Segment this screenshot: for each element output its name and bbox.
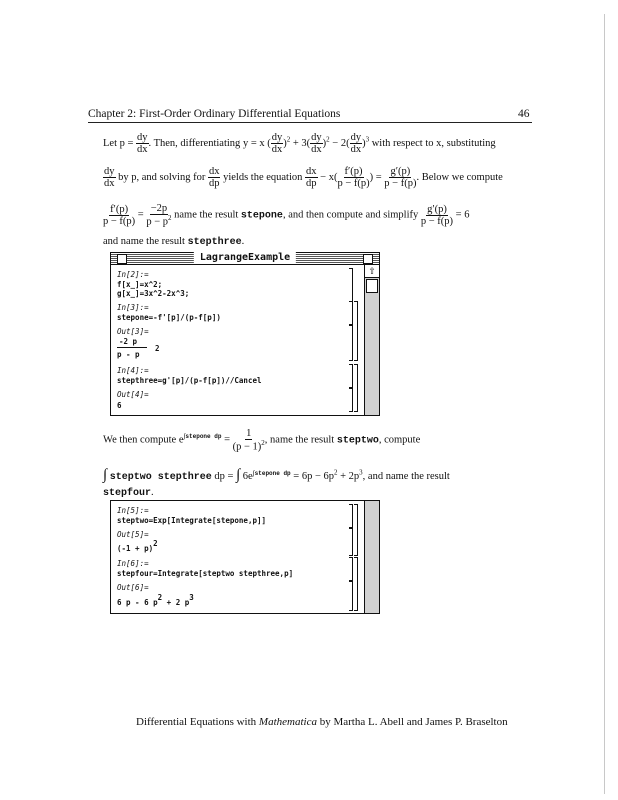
- text: = 6p − 6p: [293, 471, 334, 482]
- paren-open: (: [333, 171, 338, 183]
- in-label: In[4]:=: [117, 366, 149, 375]
- window-title: LagrangeExample: [194, 252, 296, 264]
- input-line[interactable]: stepfour=Integrate[steptwo stepthree,p]: [117, 569, 294, 578]
- numerator: f′(p): [344, 166, 363, 177]
- fraction-dy-dx: [103, 166, 116, 189]
- cell-bracket[interactable]: [349, 301, 353, 325]
- fraction-gprime: [421, 204, 453, 227]
- denominator: [146, 215, 171, 228]
- exponent: 2: [153, 539, 158, 548]
- exponent: 2: [326, 135, 330, 144]
- paragraph-6: [103, 467, 450, 484]
- cell-bracket[interactable]: [349, 504, 353, 528]
- fraction-bar: [117, 347, 147, 348]
- denominator: p − f(p): [337, 178, 370, 190]
- in-label: In[6]:=: [117, 559, 149, 568]
- exponent: 2: [286, 135, 291, 144]
- text: . Then, differentiating: [148, 137, 241, 149]
- output-value: 6: [117, 401, 122, 410]
- paren-close: ): [322, 137, 327, 149]
- text: y = x: [242, 137, 265, 149]
- text: , and name the result: [362, 471, 450, 482]
- denominator: p − f(p): [420, 215, 454, 227]
- text: + 2p: [340, 471, 360, 482]
- text: with respect to x, substituting: [371, 137, 496, 149]
- code-stepone: stepone: [240, 210, 283, 222]
- output-value: [117, 593, 194, 607]
- numerator: dx: [208, 166, 220, 177]
- denominator: dx: [350, 144, 362, 156]
- text: yields the equation: [223, 171, 303, 183]
- output-numerator: -2 p: [119, 337, 138, 346]
- cell-bracket[interactable]: [349, 581, 353, 611]
- numerator: dx: [306, 166, 317, 177]
- exponent: 2: [155, 344, 160, 353]
- code-exponent: stepone dp: [185, 433, 222, 441]
- paragraph-4: [103, 236, 244, 248]
- group-bracket[interactable]: [354, 557, 358, 611]
- exponent: 2: [157, 593, 163, 602]
- paren-close: ): [283, 137, 287, 149]
- code-steptwo-stepthree: steptwo stepthree: [109, 472, 212, 483]
- text: .: [241, 236, 245, 247]
- fraction-dy-dx: [310, 132, 323, 155]
- paren-open: (: [346, 137, 350, 149]
- exponent: 2: [334, 468, 338, 477]
- vertical-scrollbar[interactable]: [364, 501, 379, 613]
- fraction-fprime: [337, 166, 369, 189]
- text: + 3: [292, 137, 307, 149]
- integral-sign: ∫: [103, 467, 108, 483]
- text: Differential Equations with: [136, 716, 257, 728]
- denominator: [233, 440, 265, 453]
- text: = 6: [455, 209, 470, 221]
- out-label: Out[6]=: [117, 583, 149, 592]
- denominator: dp: [306, 178, 317, 190]
- numerator: dy: [350, 132, 362, 143]
- text: name the result: [174, 209, 239, 221]
- in-label: In[5]:=: [117, 506, 149, 515]
- text: by Martha L. Abell and James P. Braselton: [319, 716, 508, 728]
- paren-close: ): [369, 171, 374, 183]
- paragraph-3: [103, 203, 469, 228]
- scroll-up-arrow[interactable]: ⇧: [365, 265, 379, 278]
- text: . Below we compute: [416, 171, 503, 183]
- denominator: dx: [311, 144, 322, 156]
- text: =: [375, 171, 382, 183]
- cell-bracket[interactable]: [349, 557, 353, 581]
- cell-bracket[interactable]: [349, 388, 353, 412]
- zoom-box[interactable]: [363, 254, 373, 264]
- exponent: 2: [261, 439, 265, 448]
- fraction-m2p: [146, 203, 171, 228]
- text: Let: [103, 137, 117, 149]
- text: We then compute e: [103, 434, 184, 446]
- fraction-dx-dp: [208, 166, 221, 189]
- fraction-dy-dx: [350, 132, 363, 155]
- group-bracket[interactable]: [354, 364, 358, 412]
- numerator: dy: [311, 132, 322, 143]
- exponent: ∫stepone dp: [183, 432, 222, 441]
- scroll-thumb[interactable]: [366, 279, 378, 293]
- code-steptwo: steptwo: [336, 435, 379, 447]
- output-value: [117, 539, 158, 553]
- paragraph-2: [103, 166, 503, 189]
- text: p =: [119, 137, 134, 149]
- input-line[interactable]: steptwo=Exp[Integrate[stepone,p]]: [117, 516, 267, 525]
- text: (-1 + p): [117, 544, 154, 553]
- code-exponent: stepone dp: [254, 469, 291, 477]
- exponent: 3: [359, 468, 363, 477]
- footer: [136, 716, 508, 728]
- text: .: [151, 487, 154, 498]
- fraction-steptwo: [233, 428, 265, 453]
- notebook-window[interactable]: [110, 252, 380, 416]
- fraction-stepone: [103, 204, 135, 227]
- numerator: 1: [246, 428, 252, 439]
- text: Mathematica: [258, 716, 317, 728]
- cell-bracket[interactable]: [349, 325, 353, 361]
- code-stepfour: stepfour: [103, 488, 152, 499]
- numerator: −2p: [150, 203, 168, 214]
- input-line[interactable]: stepone=-f'[p]/(p-f[p]): [117, 313, 221, 322]
- fraction-dy-dx: [136, 132, 149, 155]
- page-edge-line: [604, 14, 605, 794]
- fraction-dy-dx: [271, 132, 284, 155]
- header-rule: [88, 122, 532, 123]
- input-line[interactable]: stepthree=g'[p]/(p-f[p])//Cancel: [117, 376, 262, 385]
- denominator: dp: [208, 178, 220, 190]
- text: =: [137, 209, 144, 221]
- out-label: Out[3]=: [117, 327, 149, 336]
- paren-open: (: [267, 137, 271, 149]
- denominator: dx: [137, 144, 148, 156]
- notebook-window-continued[interactable]: [110, 500, 380, 614]
- fraction-gprime: [384, 166, 416, 189]
- exponent: 3: [365, 135, 370, 144]
- in-label: In[2]:=: [117, 270, 149, 279]
- denominator: p − f(p): [103, 215, 136, 227]
- numerator: g′(p): [390, 166, 411, 177]
- exponent: 3: [189, 593, 194, 602]
- input-line[interactable]: f[x_]=x^2;: [117, 280, 163, 289]
- numerator: g′(p): [427, 203, 447, 215]
- text: dp =: [214, 471, 234, 482]
- group-bracket[interactable]: [354, 504, 358, 556]
- vertical-scrollbar[interactable]: [364, 265, 379, 415]
- paragraph-1: [103, 132, 496, 155]
- group-bracket[interactable]: [354, 301, 358, 361]
- paren-open: (: [306, 137, 311, 149]
- text: , name the result: [264, 434, 335, 446]
- denominator: dx: [104, 178, 115, 190]
- paren-close: ): [362, 137, 366, 149]
- text: =: [224, 434, 230, 446]
- text: and name the result: [103, 236, 185, 247]
- input-line[interactable]: g[x_]=3x^2-2x^3;: [117, 289, 190, 298]
- in-label: In[3]:=: [117, 303, 149, 312]
- text: − 2: [332, 137, 347, 149]
- close-box[interactable]: [117, 254, 127, 264]
- text: 6e: [242, 471, 253, 482]
- paragraph-5: [103, 428, 420, 453]
- page-number: 46: [518, 108, 530, 120]
- code-stepthree: stepthree: [187, 237, 242, 248]
- text: 6 p - 6 p: [117, 598, 158, 607]
- title-bar[interactable]: [111, 253, 379, 265]
- exponent: ∫stepone dp: [252, 468, 291, 477]
- denominator: dx: [271, 144, 283, 156]
- text: by p, and solving for: [118, 171, 206, 183]
- numerator: dy: [271, 132, 283, 143]
- text: , compute: [378, 434, 421, 446]
- numerator: dy: [137, 132, 148, 143]
- cell-bracket[interactable]: [349, 528, 353, 556]
- text: p − p: [146, 216, 169, 228]
- cell-bracket[interactable]: [349, 364, 353, 388]
- out-label: Out[4]=: [117, 390, 149, 399]
- paragraph-6b: [103, 487, 154, 499]
- numerator: f′(p): [110, 203, 129, 215]
- denominator: p − f(p): [384, 178, 417, 190]
- text: − x: [320, 171, 334, 183]
- integral-sign: ∫: [236, 467, 241, 483]
- out-label: Out[5]=: [117, 530, 149, 539]
- exponent: 2: [168, 214, 172, 223]
- text: , and then compute and simplify: [282, 209, 419, 221]
- cell-bracket[interactable]: [349, 268, 353, 302]
- numerator: dy: [104, 166, 115, 177]
- fraction-dx-dp: [305, 166, 318, 189]
- output-denominator: p - p: [117, 350, 140, 359]
- chapter-title: Chapter 2: First-Order Ordinary Differential Equations: [88, 108, 341, 120]
- text: (p − 1): [232, 441, 262, 453]
- text: + 2 p: [166, 598, 190, 607]
